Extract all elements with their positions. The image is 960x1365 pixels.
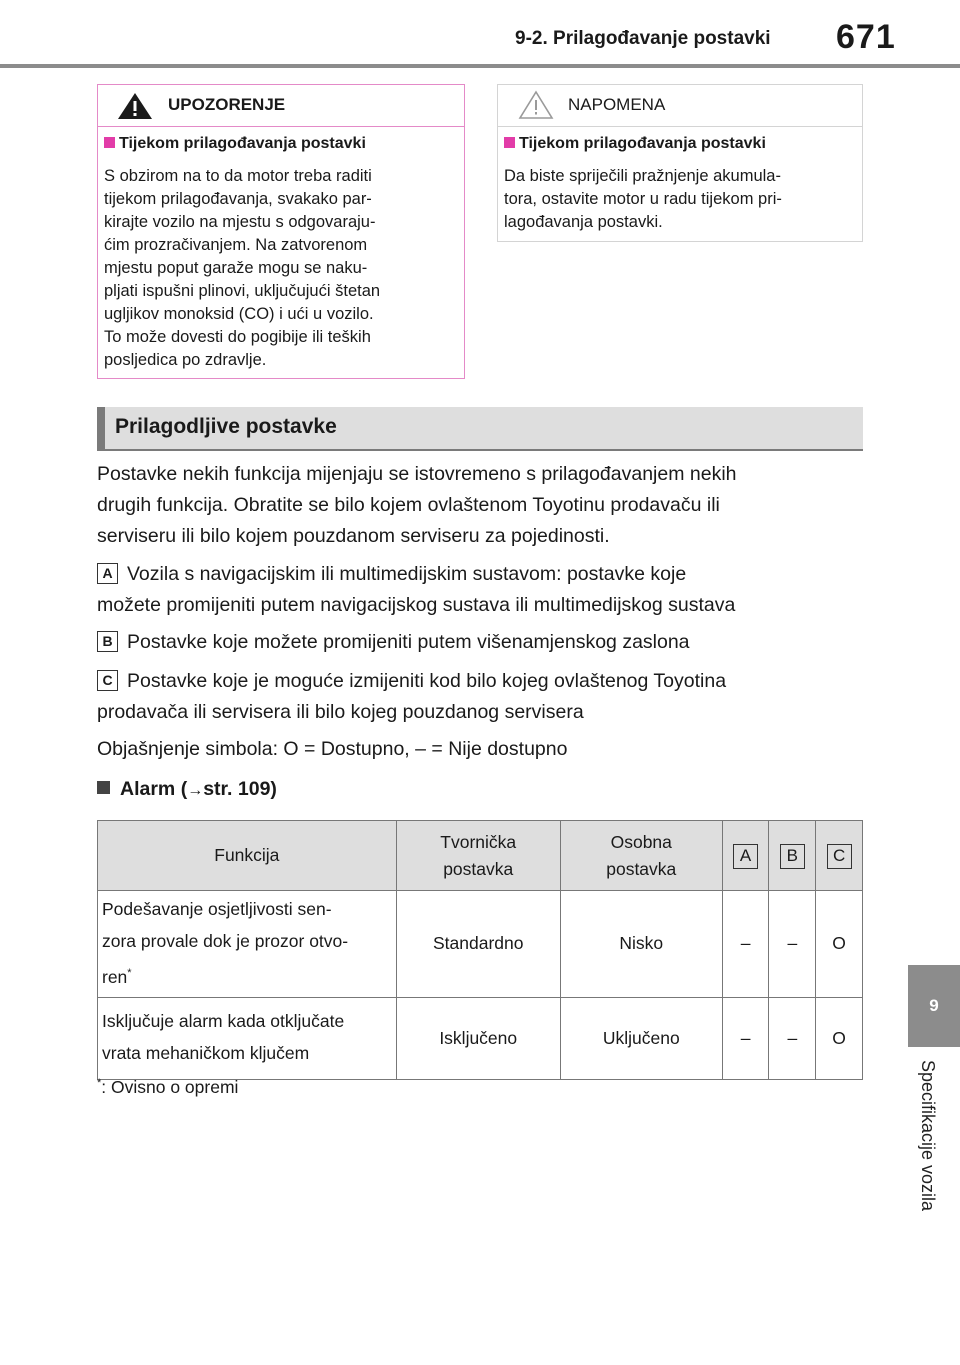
settings-table bbox=[97, 820, 863, 1080]
note-box-subheading: Tijekom prilagođavanja postavki bbox=[504, 135, 854, 153]
warning-triangle-icon bbox=[116, 91, 154, 121]
chapter-label: Specifikacije vozila bbox=[918, 1060, 938, 1212]
bullet-square-icon bbox=[97, 781, 110, 794]
note-box bbox=[497, 84, 863, 242]
list-item-a: A Vozila s navigacijskim ili multimedijskim sustavom: postavke koje možete promijeniti putem navigacijskog sustava ili multimedijskog sustava bbox=[97, 563, 736, 616]
bullet-square-icon bbox=[104, 137, 115, 148]
cell-b: – bbox=[769, 891, 816, 998]
arrow-right-icon: → bbox=[187, 782, 204, 799]
cell-function: Isključuje alarm kada otključate vrata mehaničkom ključem bbox=[98, 997, 397, 1079]
cell-custom: Nisko bbox=[560, 891, 722, 998]
note-box-header bbox=[498, 85, 862, 127]
list-item-c: C Postavke koje je moguće izmijeniti kod bilo kojeg ovlaštenog Toyotina prodavača ili servisera ili bilo kojeg pouzdanog servisera bbox=[97, 670, 727, 723]
alarm-subheading: Alarm (→str. 109) bbox=[97, 778, 277, 801]
section-heading-bar bbox=[97, 407, 105, 451]
label-box-a: A bbox=[97, 563, 118, 584]
cell-a: – bbox=[722, 891, 769, 998]
col-a: A bbox=[722, 821, 769, 891]
intro-paragraph: Postavke nekih funkcija mijenjaju se istovremeno s prilagođavanjem nekih drugih funkcija. Obratite se bilo kojem ovlaštenom Toyotinu prodavaču ili serviseru ili bilo kojem pouzdanom serviseru za pojedinosti. bbox=[97, 463, 737, 547]
page-header-title: 9-2. Prilagođavanje postavki bbox=[515, 28, 771, 49]
cell-factory: Isključeno bbox=[396, 997, 560, 1079]
col-custom-setting: Osobna postavka bbox=[560, 821, 722, 891]
bullet-square-icon bbox=[504, 137, 515, 148]
table-row bbox=[98, 997, 863, 1079]
note-box-body: Da biste spriječili pražnjenje akumula- tora, ostavite motor u radu tijekom pri- lagođavanja postavki. bbox=[504, 167, 782, 231]
col-c: C bbox=[816, 821, 863, 891]
section-heading bbox=[97, 407, 863, 451]
label-box-b: B bbox=[97, 631, 118, 652]
col-factory-setting: Tvornička postavka bbox=[396, 821, 560, 891]
col-function: Funkcija bbox=[98, 821, 397, 891]
table-header-row bbox=[98, 821, 863, 891]
warning-box bbox=[97, 84, 465, 379]
caution-triangle-icon bbox=[518, 90, 554, 120]
cell-c: O bbox=[816, 997, 863, 1079]
cell-factory: Standardno bbox=[396, 891, 560, 998]
list-item-b: B Postavke koje možete promijeniti putem višenamjenskog zaslona bbox=[97, 627, 867, 658]
table-row bbox=[98, 891, 863, 998]
col-b: B bbox=[769, 821, 816, 891]
cell-custom: Uključeno bbox=[560, 997, 722, 1079]
page-reference-link[interactable]: str. 109) bbox=[203, 778, 277, 800]
page-number: 671 bbox=[836, 18, 896, 56]
note-box-title: NAPOMENA bbox=[568, 95, 666, 114]
cell-function: Podešavanje osjetljivosti sen- zora provale dok je prozor otvo- ren* bbox=[98, 891, 397, 998]
warning-box-subheading: Tijekom prilagođavanja postavki bbox=[104, 135, 456, 153]
warning-box-body: S obzirom na to da motor treba raditi tijekom prilagođavanja, svakako par- kirajte vozilo na mjestu s odgovaraju- ćim prozračivanjem. Na zatvorenom mjestu poput garaže mogu se naku- pljati ispušni plinovi, uključujući štetan ugljikov monoksid (CO) i ući u vozilo. To može dovesti do pogibije ili teških posljedica po zdravlje. bbox=[104, 167, 381, 369]
header-divider bbox=[0, 64, 960, 68]
symbol-legend: Objašnjenje simbola: O = Dostupno, – = Nije dostupno bbox=[97, 738, 568, 760]
cell-b: – bbox=[769, 997, 816, 1079]
chapter-tab[interactable]: 9 bbox=[908, 965, 960, 1047]
label-box-c: C bbox=[97, 670, 118, 691]
cell-a: – bbox=[722, 997, 769, 1079]
cell-c: O bbox=[816, 891, 863, 998]
footnote: *: Ovisno o opremi bbox=[97, 1077, 239, 1097]
section-title: Prilagodljive postavke bbox=[115, 415, 337, 438]
warning-box-header bbox=[98, 85, 464, 127]
warning-box-title: UPOZORENJE bbox=[168, 95, 286, 114]
